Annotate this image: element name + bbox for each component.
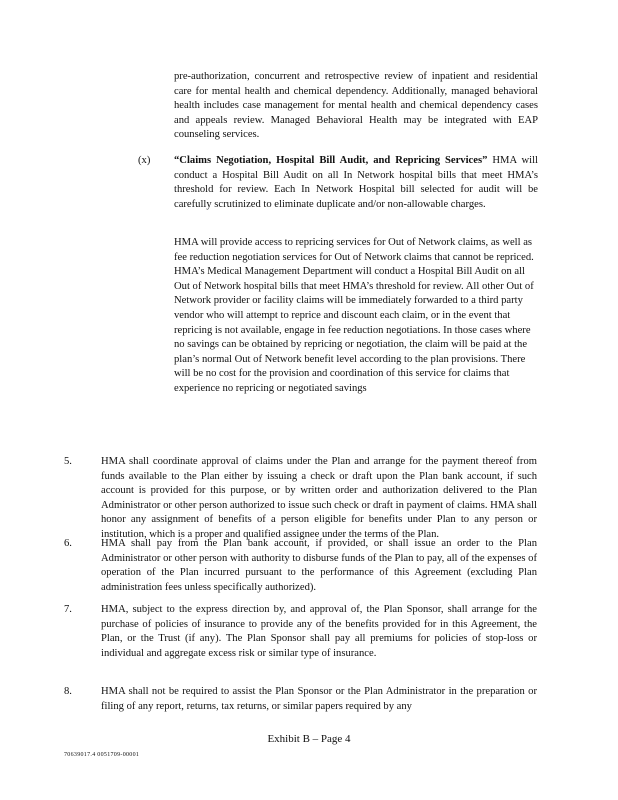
- section-7-number: 7.: [64, 604, 72, 615]
- item-x-paragraph: [174, 154, 538, 212]
- item-x-marker: (x): [138, 155, 151, 166]
- section-7-paragraph: HMA, subject to the express direction by, and approval of, the Plan Sponsor, shall arrange for the purchase of policies of insurance to provide any of the benefits provided for in this Agreement, the Plan, or the Trust (if any). The Plan Sponsor shall pay all premiums for policies of stop-loss or individual and aggregate excess risk or similar type of insurance.: [101, 604, 537, 659]
- document-id: 70639017.4 0051709-00001: [64, 752, 140, 758]
- section-8-number: 8.: [64, 686, 72, 697]
- section-6-number: 6.: [64, 538, 72, 549]
- section-8-paragraph: HMA shall not be required to assist the Plan Sponsor or the Plan Administrator in the preparation or filing of any report, returns, tax returns, or similar papers required by any: [101, 686, 537, 712]
- item-x-paragraph-2: HMA will provide access to repricing services for Out of Network claims, as well as fee reduction negotiation services for Out of Network claims that cannot be repriced. HMA’s Medical Management Department will conduct a Hospital Bill Audit on all Out of Network hospital bills that meet HMA’s threshold for review. All other Out of Network provider or facility claims will be immediately forwarded to a third party vendor who will attempt to reprice and discount each claim, or in the event that repricing is not available, engage in fee reduction negotiations. In those cases where no savings can be obtained by repricing or negotiation, the claim will be paid at the plan’s normal Out of Network benefit level according to the plan provisions. There will be no cost for the provision and coordination of this service for claims that experience no repricing or negotiated savings: [174, 237, 534, 394]
- item-x-text: HMA will conduct a Hospital Bill Audit on all In Network hospital bills that meet HMA’s threshold for review. Each In Network Hospital bill selected for audit will be carefully scrutinized to eliminate duplicate and/or non-allowable charges.: [174, 155, 538, 210]
- section-5-number: 5.: [64, 456, 72, 467]
- section-5-paragraph: HMA shall coordinate approval of claims under the Plan and arrange for the payment thereof from funds available to the Plan either by issuing a check or draft upon the Plan bank account, if such account is provided for this purpose, or by written order and authorization delivered to the Plan Administrator or other person authorized to issue such check or draft in payment of claims. HMA shall honor any assignment of benefits of a person eligible for benefits under Plan to any person or institution, which is a proper and qualified assignee under the terms of the Plan.: [101, 456, 537, 540]
- item-x-heading: “Claims Negotiation, Hospital Bill Audit, and Repricing Services”: [174, 155, 488, 166]
- section-6-paragraph: HMA shall pay from the Plan bank account, if provided, or shall issue an order to the Plan Administrator or other person with authority to disburse funds of the Plan to pay, all of the expenses of operation of the Plan incurred pursuant to the performance of this Agreement (excluding Plan administration fees unless specifically authorized).: [101, 538, 537, 593]
- page-footer-label: Exhibit B – Page 4: [267, 733, 351, 745]
- continuation-paragraph: pre-authorization, concurrent and retrospective review of inpatient and residential care for mental health and chemical dependency. Additionally, managed behavioral health includes case management for mental health and chemical dependency cases and appeals review. Managed Behavioral Health may be integrated with EAP counseling services.: [174, 71, 538, 141]
